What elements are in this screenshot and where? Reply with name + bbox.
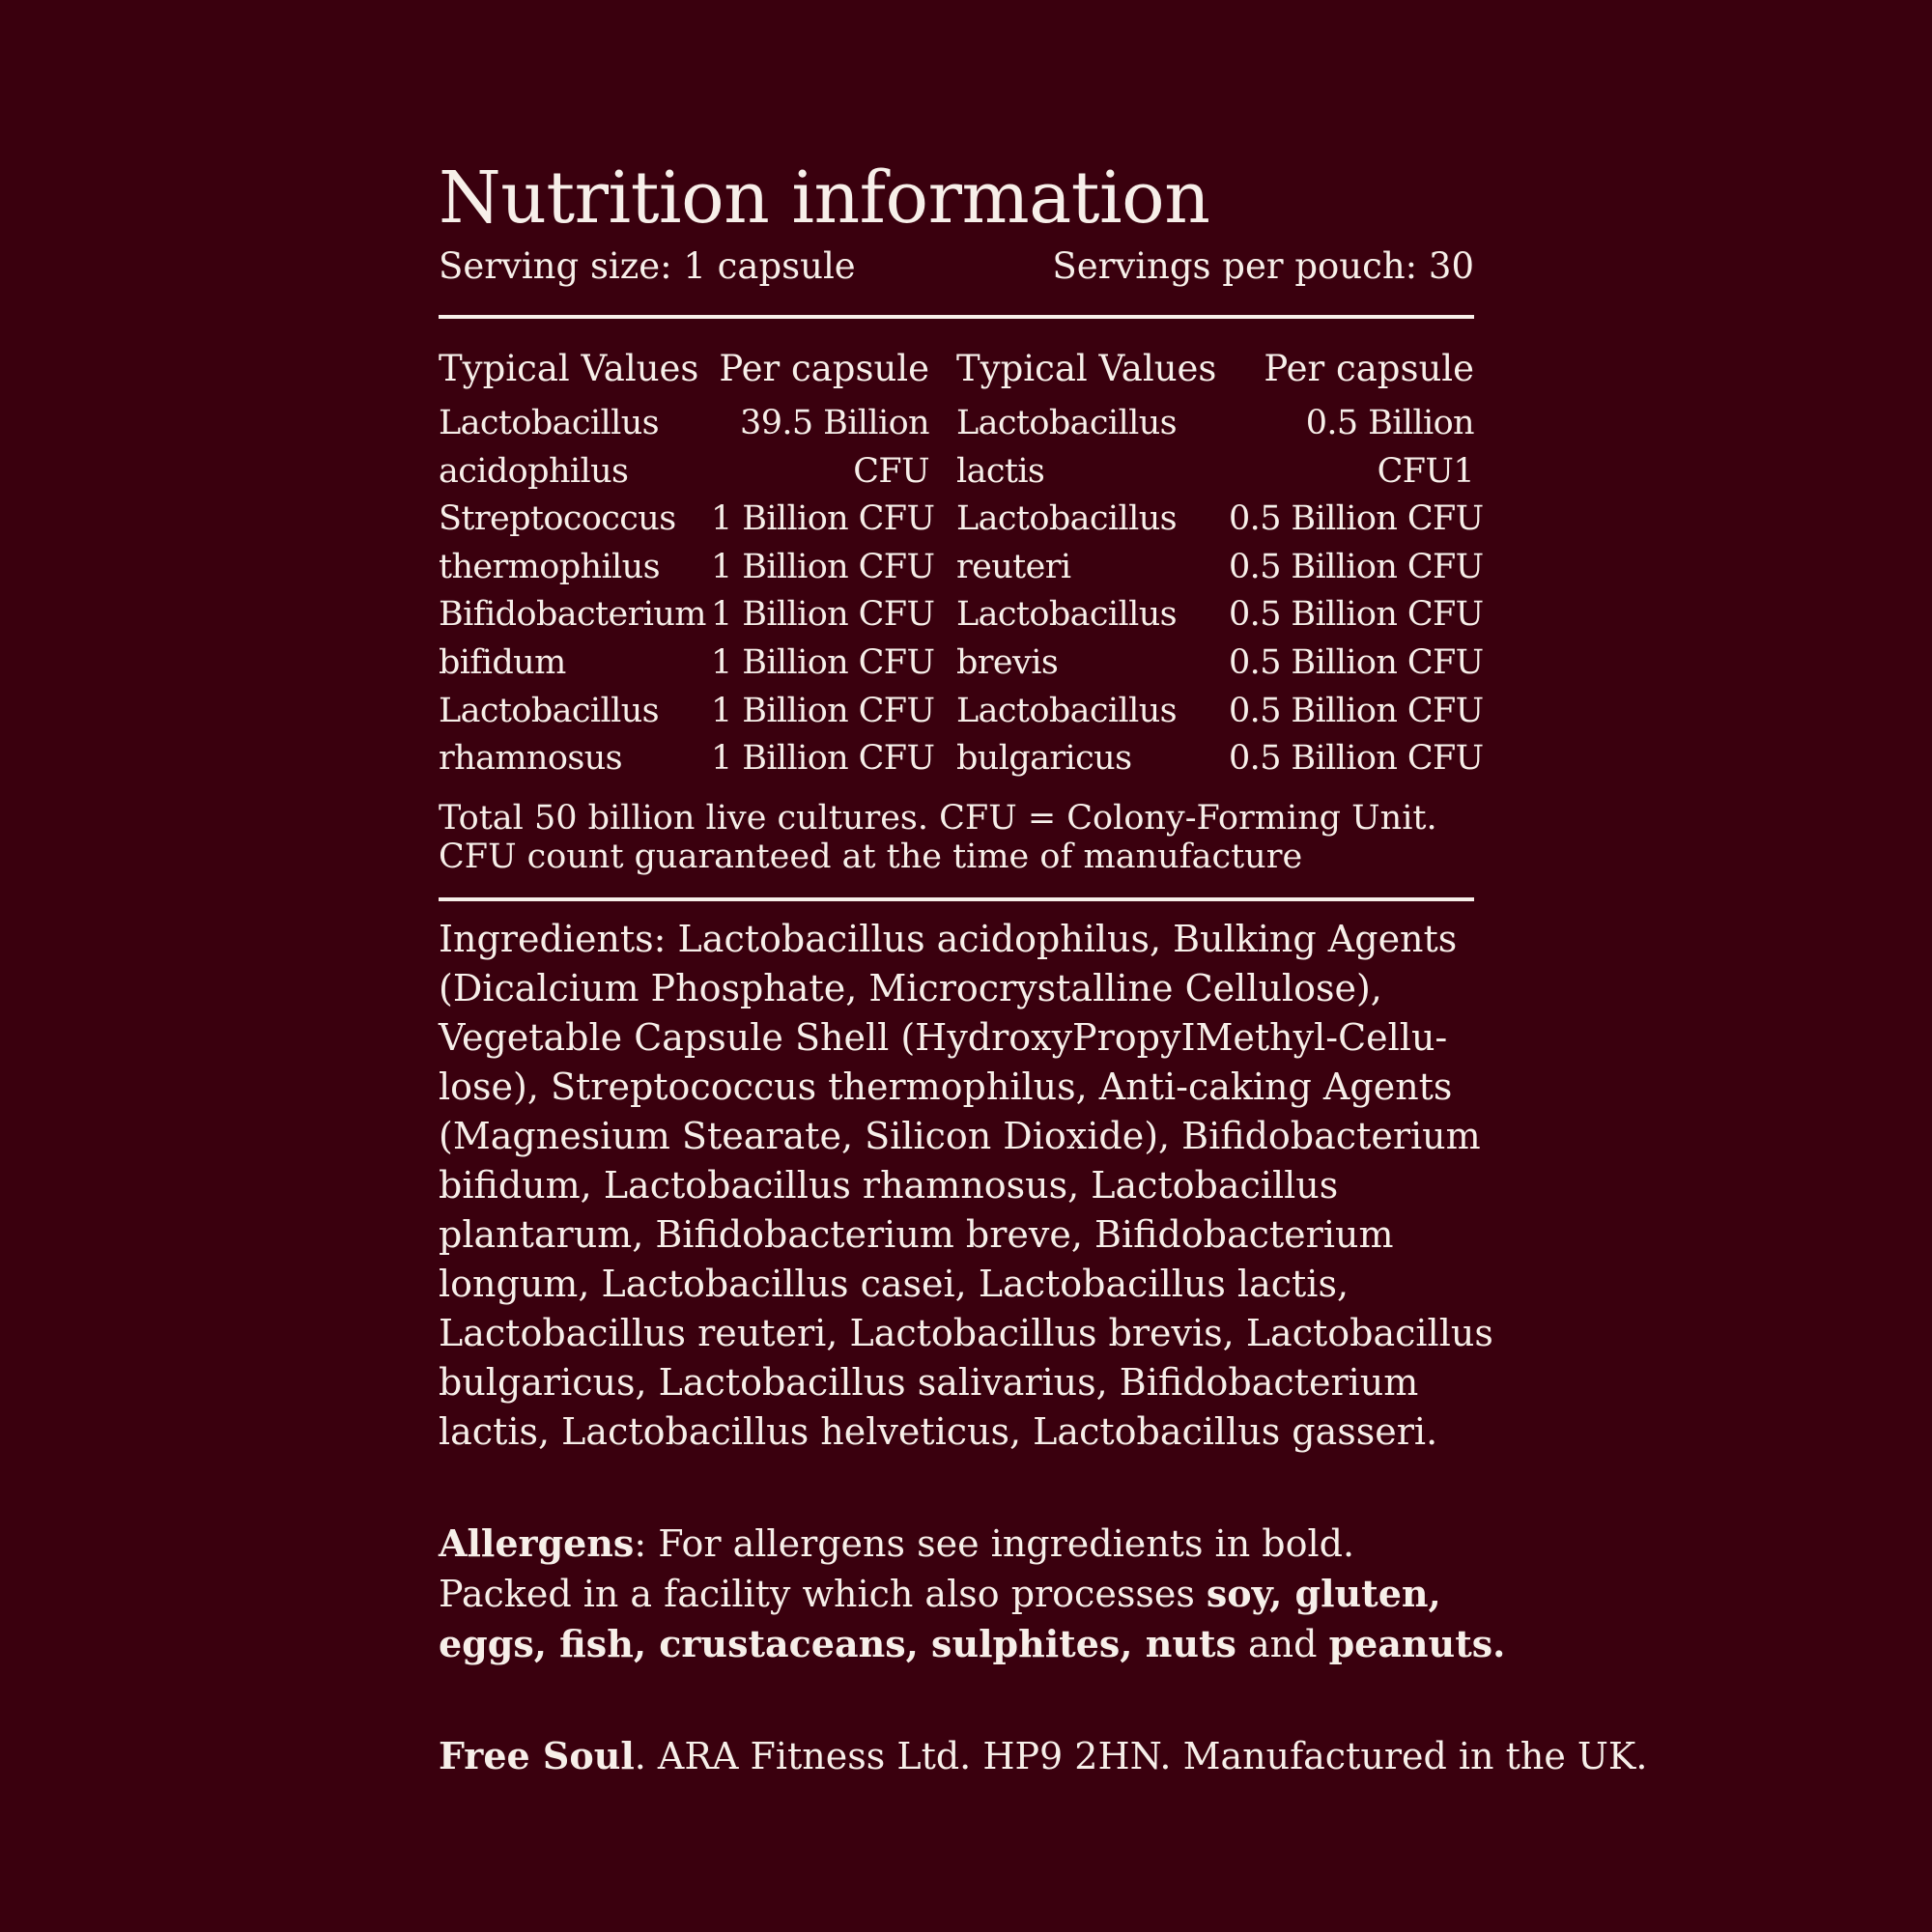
column-header-typical-values: Typical Values (956, 348, 1217, 389)
table-cell-value: 1 Billion CFU (711, 547, 935, 586)
ingredients-line: lactis, Lactobacillus helveticus, Lactobacillus gasseri. (439, 1409, 1438, 1453)
table-cell-value: 0.5 Billion CFU (1229, 499, 1484, 539)
serving-size: Serving size: 1 capsule (439, 245, 856, 287)
ingredients-line: bifidum, Lactobacillus rhamnosus, Lactobacillus (439, 1163, 1339, 1207)
table-cell-value: 0.5 Billion CFU (1229, 642, 1484, 682)
table-cell-value: 1 Billion CFU (711, 499, 935, 539)
table-cell-name: Lactobacillus (956, 691, 1178, 730)
table-cell-name: thermophilus (439, 547, 660, 586)
table-cell-name: Bifidobacterium (439, 595, 706, 635)
ingredients-line: (Dicalcium Phosphate, Microcrystalline Cellulose), (439, 966, 1382, 1009)
column-header-typical-values: Typical Values (439, 348, 699, 389)
allergens-line (439, 1569, 1627, 1619)
total-note-line: CFU count guaranteed at the time of manufacture (439, 837, 1303, 876)
divider (439, 315, 1474, 319)
table-cell-name: Streptococcus (439, 499, 676, 539)
table-cell-name: lactis (956, 451, 1045, 491)
servings-per-pouch: Servings per pouch: 30 (1052, 245, 1474, 287)
allergen-bold: peanuts. (1328, 1621, 1506, 1665)
table-cell-name: Lactobacillus (956, 499, 1178, 539)
table-cell-value: 1 Billion CFU (711, 642, 935, 682)
page-title: Nutrition information (439, 156, 1210, 240)
table-cell-value: 0.5 Billion CFU (1229, 547, 1484, 586)
ingredients-line: (Magnesium Stearate, Silicon Dioxide), Bifidobacterium (439, 1114, 1481, 1157)
manufacturer-info (439, 1731, 1648, 1781)
table-cell-value: 1 Billion CFU (711, 595, 935, 635)
ingredients-line: plantarum, Bifidobacterium breve, Bifidobacterium (439, 1212, 1394, 1256)
table-cell-name: acidophilus (439, 451, 629, 491)
table-cell-value: 0.5 Billion CFU (1229, 739, 1484, 779)
ingredients-line: Lactobacillus reuteri, Lactobacillus brevis, Lactobacillus (439, 1311, 1493, 1354)
ingredients-list (439, 915, 1627, 1457)
ingredients-line: Ingredients: Lactobacillus acidophilus, Bulking Agents (439, 917, 1458, 960)
table-cell-name: Lactobacillus (956, 595, 1178, 635)
column-header-per-capsule: Per capsule (1264, 348, 1474, 389)
ingredients-line: lose), Streptococcus thermophilus, Anti-caking Agents (439, 1065, 1453, 1108)
table-cell-value: 0.5 Billion (1305, 404, 1474, 442)
total-note (439, 799, 1474, 876)
table-cell-value: 39.5 Billion (740, 404, 929, 442)
allergen-bold: soy, gluten, (1206, 1571, 1441, 1615)
nutrition-label (439, 155, 1648, 1781)
table-cell-name: reuteri (956, 547, 1071, 586)
table-cell-name: Lactobacillus (439, 691, 660, 730)
allergen-bold: eggs, fish, crustaceans, sulphites, nuts (439, 1621, 1236, 1665)
table-cell-name: bulgaricus (956, 739, 1132, 779)
allergens-statement (439, 1519, 1627, 1669)
table-cell-name: bifidum (439, 642, 566, 682)
table-cell-value: CFU (853, 451, 929, 491)
ingredients-line: Vegetable Capsule Shell (HydroxyPropyIMethyl-Cellu- (439, 1015, 1448, 1059)
table-cell-value: 1 Billion CFU (711, 739, 935, 779)
table-cell-name: Lactobacillus (439, 404, 660, 442)
allergens-label: Allergens (439, 1520, 635, 1565)
divider (439, 897, 1474, 901)
table-cell-value: 0.5 Billion CFU (1229, 691, 1484, 730)
table-cell-value: 1 Billion CFU (711, 691, 935, 730)
table-cell-name: rhamnosus (439, 739, 623, 779)
nutrition-table (439, 344, 1484, 783)
allergens-text: : For allergens see ingredients in bold. (634, 1521, 1355, 1565)
table-cell-name: brevis (956, 642, 1059, 682)
allergens-text: Packed in a facility which also processes (439, 1572, 1207, 1615)
allergens-text: and (1236, 1622, 1329, 1665)
ingredients-line: longum, Lactobacillus casei, Lactobacillus lactis, (439, 1262, 1350, 1305)
allergens-line (439, 1519, 1627, 1569)
allergens-line (439, 1619, 1627, 1669)
serving-info (439, 243, 1474, 290)
table-cell-value: 0.5 Billion CFU (1229, 595, 1484, 635)
manufacturer-text: . ARA Fitness Ltd. HP9 2HN. Manufactured in the UK. (634, 1734, 1648, 1777)
brand-name: Free Soul (439, 1733, 635, 1777)
table-cell-name: Lactobacillus (956, 404, 1178, 442)
column-header-per-capsule: Per capsule (719, 348, 929, 389)
table-cell-value: CFU1 (1377, 451, 1474, 491)
total-note-line: Total 50 billion live cultures. CFU = Colony-Forming Unit. (439, 798, 1437, 838)
ingredients-line: bulgaricus, Lactobacillus salivarius, Bifidobacterium (439, 1360, 1419, 1404)
